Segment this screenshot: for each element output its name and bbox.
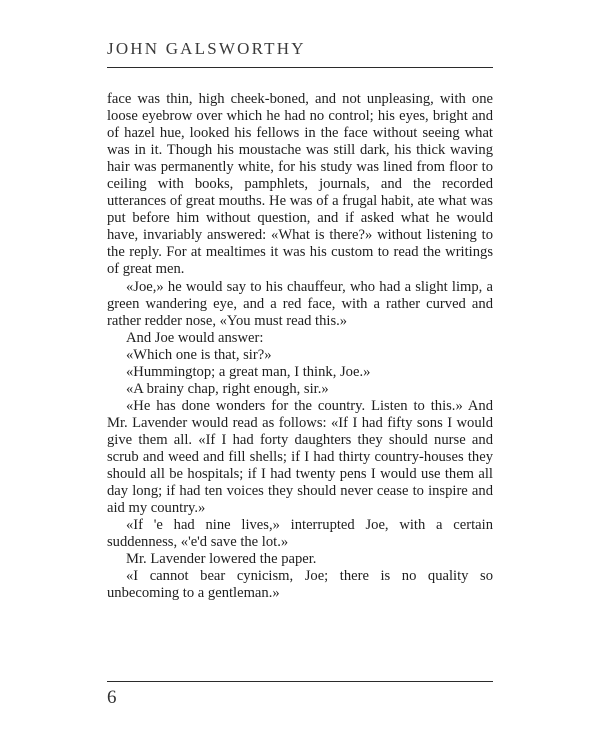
paragraph: «Which one is that, sir?» <box>126 346 272 363</box>
paragraph: Mr. Lavender lowered the paper. <box>126 551 317 568</box>
body-text <box>107 91 493 602</box>
paragraph: «Hummingtop; a great man, I think, Joe.» <box>126 363 371 380</box>
header-rule <box>107 67 493 68</box>
paragraph-continued: face was thin, high cheek-boned, and not unpleasing, with one loose eyebrow over which he had no control; his eyes, bright and of hazel hue, looked his fellows in the face without seeing what was in it. Though his moustache was still dark, his thick waving hair was permanently white, for his study was lined from floor to ceiling with books, pamphlets, journals, and the recorded utterances of great mouths. He was of a frugal habit, ate what was put before him without question, and if asked what he would have, invariably answered: «What is there?» without listening to the reply. For at mealtimes it was his custom to read the writings of great men. <box>107 91 493 278</box>
paragraph: «He has done wonders for the country. Listen to this.» And Mr. Lavender would read as follows: «If I had fifty sons I would give them all. «If I had forty daughters they should nurse and scrub and weed and fill shells; if I had thirty country-houses they should all be hospitals; if I had twenty pens I would use them all day long; if had ten voices they should never cease to inspire and aid my country.» <box>107 397 493 517</box>
paragraph: «I cannot bear cynicism, Joe; there is no quality so unbecoming to a gentleman.» <box>107 568 493 602</box>
paragraph: «Joe,» he would say to his chauffeur, who had a slight limp, a green wandering eye, and a red face, with a rather curved and rather redder nose, «You must read this.» <box>107 278 493 329</box>
running-head: JOHN GALSWORTHY <box>107 39 306 58</box>
footer-rule <box>107 681 493 682</box>
page-number: 6 <box>107 687 117 708</box>
paragraph: And Joe would answer: <box>126 329 264 346</box>
paragraph: «If 'e had nine lives,» interrupted Joe, with a certain suddenness, «'e'd save the lot.» <box>107 517 493 551</box>
paragraph: «A brainy chap, right enough, sir.» <box>126 380 329 397</box>
